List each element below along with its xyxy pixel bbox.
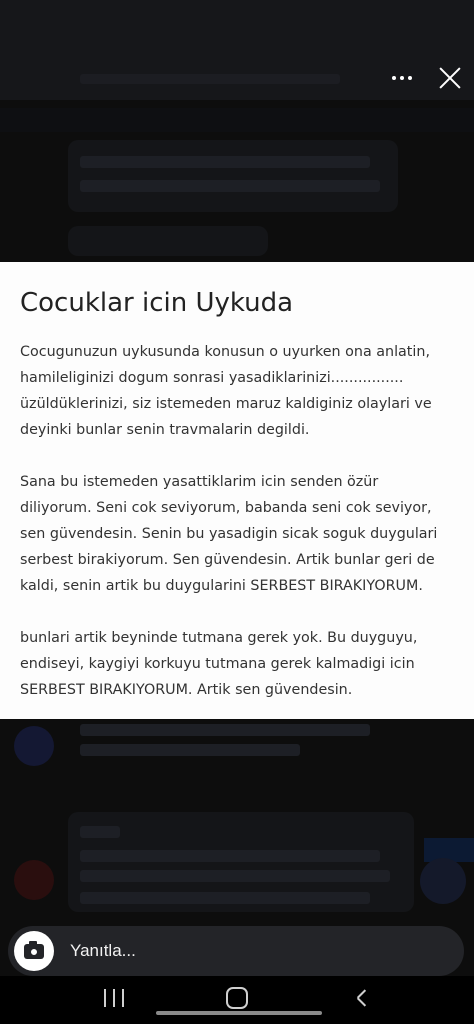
background-avatar	[14, 860, 54, 900]
background-message-line	[80, 724, 370, 736]
background-message-line	[80, 826, 120, 838]
background-message-line	[80, 156, 370, 168]
home-button[interactable]	[226, 987, 248, 1009]
gesture-handle[interactable]	[156, 1011, 322, 1015]
background-message-line	[80, 892, 370, 904]
background-message-line	[80, 850, 380, 862]
document-title: Cocuklar icin Uykuda	[20, 288, 294, 318]
background-chat-subtitle	[80, 74, 340, 84]
background-message-line	[80, 870, 390, 882]
recents-icon	[122, 989, 124, 1007]
camera-button[interactable]	[14, 931, 54, 971]
background-message-bubble	[68, 140, 398, 212]
more-options-button[interactable]	[388, 66, 416, 90]
document-paragraph: Cocugunuzun uykusunda konusun o uyurken ona anlatin, hamileliginizi dogum sonrasi yasadiklarinizi................ üzüldüklerinizi, siz istemeden maruz kaldiginiz olaylari ve deyinki bunlar senin travmalarin degildi.	[20, 344, 432, 438]
close-button[interactable]	[436, 64, 464, 92]
recents-button[interactable]	[104, 989, 124, 1007]
background-scroll-button	[420, 858, 466, 904]
more-vertical-dots-icon	[408, 76, 412, 80]
background-avatar	[14, 726, 54, 766]
back-button[interactable]	[353, 989, 369, 1007]
reply-bar[interactable]	[8, 926, 464, 976]
recents-icon	[113, 989, 115, 1007]
camera-icon	[24, 944, 44, 959]
more-vertical-dots-icon	[392, 76, 396, 80]
document-image	[0, 262, 474, 719]
background-message-line	[80, 744, 300, 756]
background-sender-row	[0, 108, 474, 132]
reply-input[interactable]: Yanıtla...	[70, 941, 136, 960]
document-paragraph: bunlari artik beyninde tutmana gerek yok. Bu duyguyu, endiseyi, kaygiyi korkuyu tutmana gerek kalmadigi icin SERBEST BIRAKIYORUM. Artik sen güvendesin.	[20, 630, 418, 698]
background-message-line	[80, 180, 380, 192]
more-vertical-dots-icon	[400, 76, 404, 80]
background-message-bubble	[68, 226, 268, 256]
recents-icon	[104, 989, 106, 1007]
document-paragraph: Sana bu istemeden yasattiklarim icin senden özür diliyorum. Seni cok seviyorum, babanda seni cok seviyor, sen güvendesin. Senin bu yasadigin sicak soguk duygulari serbest birakiyorum. Sen güvendesin. Artik bunlar geri de kaldi, senin artik bu duygularini SERBEST BIRAKIYORUM.	[20, 474, 438, 594]
